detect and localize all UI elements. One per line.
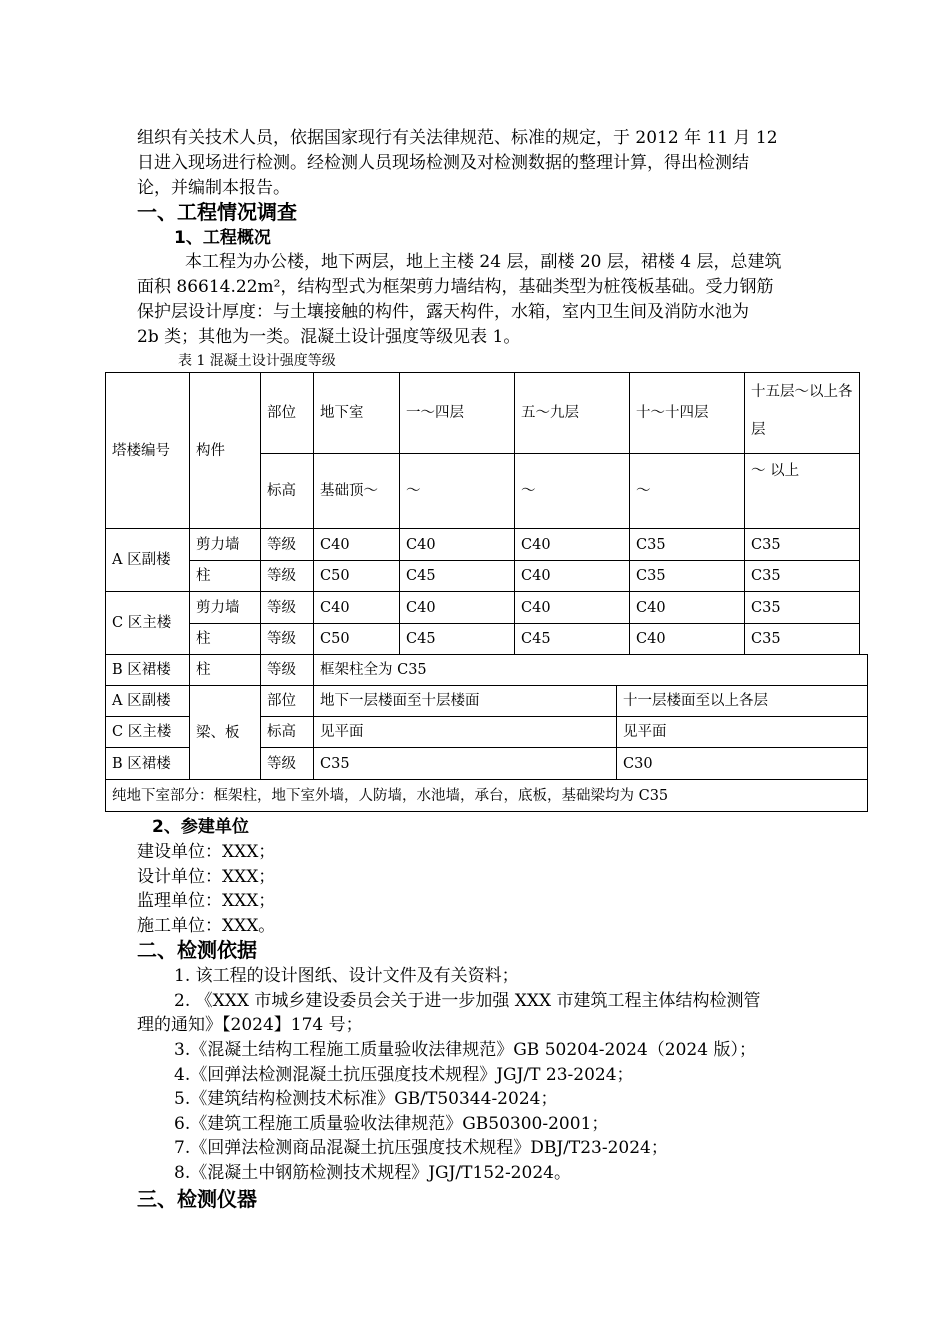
header-floor: 一～四层 — [399, 372, 515, 454]
grade-value: C35 — [629, 560, 745, 592]
grade-value: C35 — [313, 747, 617, 780]
grade-value: C50 — [313, 560, 400, 592]
header-floor: 十～十四层 — [629, 372, 745, 454]
grade-value: C50 — [313, 623, 400, 655]
basis-item: 4.《回弹法检测混凝土抗压强度技术规程》JGJ/T 23-2024； — [174, 1065, 634, 1085]
intro-line: 论，并编制本报告。 — [137, 178, 290, 198]
part-value: 十一层楼面至以上各层 — [616, 685, 868, 717]
header-member: 构件 — [189, 372, 261, 529]
tower-cell: C 区主楼 — [105, 591, 190, 655]
grade-value: C35 — [629, 528, 745, 561]
basis-item: 7.《回弹法检测商品混凝土抗压强度技术规程》DBJ/T23-2024； — [174, 1138, 668, 1158]
basis-item: 理的通知》【2024】174 号； — [137, 1015, 363, 1035]
table-caption: 表 1 混凝土设计强度等级 — [178, 353, 336, 369]
grade-label: 等级 — [260, 560, 314, 592]
member-cell: 柱 — [189, 623, 261, 655]
body-line: 保护层设计厚度：与土壤接触的构件，露天构件，水箱，室内卫生间及消防水池为 — [137, 302, 749, 322]
grade-label: 等级 — [260, 591, 314, 624]
grade-value: C40 — [514, 591, 630, 624]
tower-cell: B 区裙楼 — [105, 654, 190, 686]
header-floor: 五～九层 — [514, 372, 630, 454]
body-line: 本工程为办公楼，地下两层，地上主楼 24 层，副楼 20 层，裙楼 4 层，总建筑 — [185, 252, 782, 272]
grade-value: 框架柱全为 C35 — [313, 654, 868, 686]
elev-cell: ～ 以上 — [744, 453, 860, 529]
grade-value: C35 — [744, 623, 860, 655]
grade-value: C45 — [514, 623, 630, 655]
header-floor: 地下室 — [313, 372, 400, 454]
grade-value: C40 — [629, 623, 745, 655]
grade-value: C40 — [313, 591, 400, 624]
basis-item: 2. 《XXX 市城乡建设委员会关于进一步加强 XXX 市建筑工程主体结构检测管 — [174, 991, 761, 1011]
elev-cell: ～ — [399, 453, 515, 529]
unit-item: 监理单位：XXX； — [137, 891, 276, 911]
subsection-heading: 1、工程概况 — [174, 228, 271, 248]
member-cell: 柱 — [189, 560, 261, 592]
section-heading: 二、检测依据 — [137, 938, 257, 962]
grade-value: C40 — [629, 591, 745, 624]
tower-cell: B 区裙楼 — [105, 747, 190, 780]
grade-value: C30 — [616, 747, 868, 780]
intro-line: 组织有关技术人员，依据国家现行有关法律规范、标准的规定，于 2012 年 11 月 12 — [137, 128, 778, 148]
part-value: 地下一层楼面至十层楼面 — [313, 685, 617, 717]
member-cell: 剪力墙 — [189, 528, 261, 561]
grade-value: C40 — [399, 528, 515, 561]
tower-cell: A 区副楼 — [105, 685, 190, 717]
basis-item: 6.《建筑工程施工质量验收法律规范》GB50300-2001； — [174, 1114, 609, 1134]
grade-value: C45 — [399, 560, 515, 592]
tower-cell: C 区主楼 — [105, 716, 190, 748]
intro-line: 日进入现场进行检测。经检测人员现场检测及对检测数据的整理计算，得出检测结 — [137, 153, 749, 173]
tower-cell: A 区副楼 — [105, 528, 190, 592]
unit-item: 施工单位：XXX。 — [137, 916, 276, 936]
elev-label: 标高 — [260, 716, 314, 748]
body-line: 面积 86614.22m²，结构型式为框架剪力墙结构，基础类型为桩筏板基础。受力钢筋 — [137, 277, 774, 297]
grade-value: C40 — [514, 560, 630, 592]
section-heading: 一、工程情况调查 — [137, 200, 297, 224]
elev-cell: ～ — [514, 453, 630, 529]
part-label: 部位 — [260, 685, 314, 717]
grade-label: 等级 — [260, 528, 314, 561]
elev-cell: 基础顶～ — [313, 453, 400, 529]
header-part: 部位 — [260, 372, 314, 454]
grade-value: C40 — [514, 528, 630, 561]
grade-value: C45 — [399, 623, 515, 655]
unit-item: 设计单位：XXX； — [137, 867, 276, 887]
member-cell: 梁、板 — [189, 685, 261, 780]
grade-value: C35 — [744, 591, 860, 624]
header-elev: 标高 — [260, 453, 314, 529]
grade-value: C40 — [399, 591, 515, 624]
elev-value: 见平面 — [313, 716, 617, 748]
table-footer: 纯地下室部分：框架柱，地下室外墙，人防墙，水池墙，承台，底板，基础梁均为 C35 — [105, 779, 868, 812]
subsection-heading: 2、参建单位 — [152, 817, 249, 837]
section-heading: 三、检测仪器 — [137, 1187, 257, 1211]
basis-item: 3.《混凝土结构工程施工质量验收法律规范》GB 50204-2024（2024 版）； — [174, 1040, 756, 1060]
basis-item: 8.《混凝土中钢筋检测技术规程》JGJ/T152-2024。 — [174, 1163, 571, 1183]
header-floor: 十五层～以上各层 — [744, 372, 860, 454]
grade-value: C40 — [313, 528, 400, 561]
grade-label: 等级 — [260, 654, 314, 686]
member-cell: 剪力墙 — [189, 591, 261, 624]
basis-item: 1. 该工程的设计图纸、设计文件及有关资料； — [174, 966, 519, 986]
basis-item: 5.《建筑结构检测技术标准》GB/T50344-2024； — [174, 1089, 558, 1109]
grade-value: C35 — [744, 560, 860, 592]
elev-cell: ～ — [629, 453, 745, 529]
member-cell: 柱 — [189, 654, 261, 686]
grade-label: 等级 — [260, 623, 314, 655]
grade-value: C35 — [744, 528, 860, 561]
grade-label: 等级 — [260, 747, 314, 780]
header-tower: 塔楼编号 — [105, 372, 190, 529]
unit-item: 建设单位：XXX； — [137, 842, 276, 862]
body-line: 2b 类；其他为一类。混凝土设计强度等级见表 1。 — [137, 327, 521, 347]
elev-value: 见平面 — [616, 716, 868, 748]
